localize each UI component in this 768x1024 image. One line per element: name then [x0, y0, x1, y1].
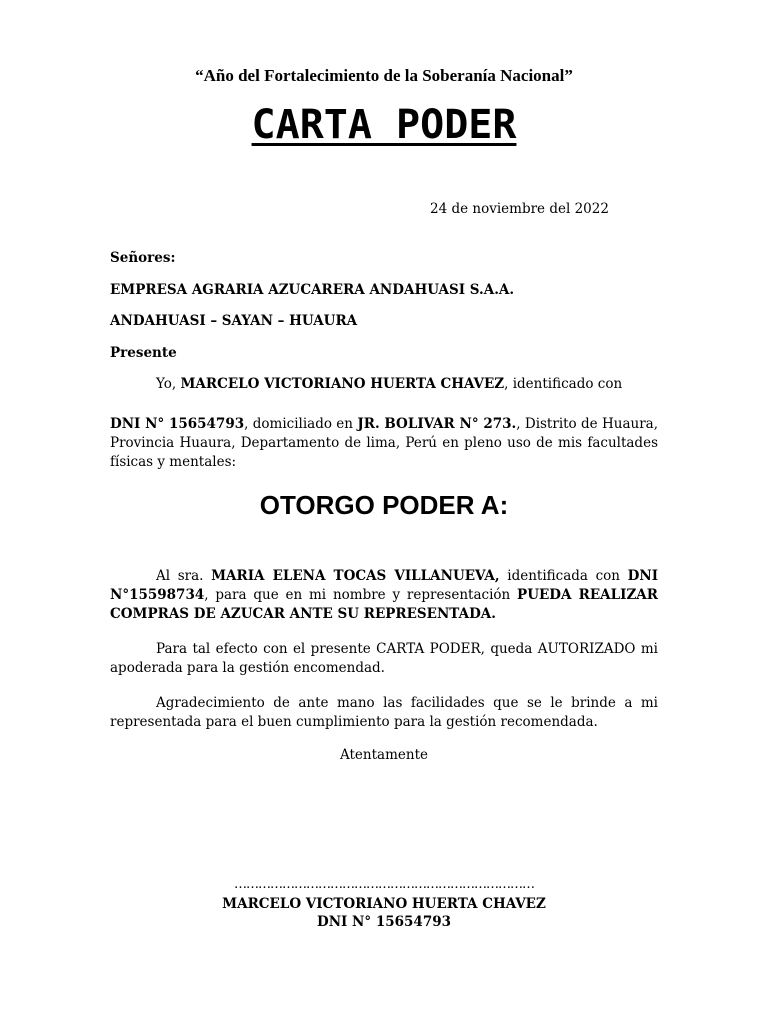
closing-line: Atentamente	[340, 747, 428, 763]
presente-label: Presente	[110, 345, 177, 361]
grantor-intro: Yo,	[156, 376, 181, 392]
signature-name: MARCELO VICTORIANO HUERTA CHAVEZ	[222, 896, 546, 912]
grantor-paragraph-first-line	[110, 375, 658, 394]
grantor-rest: , Distrito de Huaura, Provincia Huaura, Departamento de lima, Perú en pleno uso de mis facultades físicas y mentales:	[110, 416, 659, 470]
grantee-intro: Al sra.	[156, 568, 212, 584]
grantee-identified: identificada con	[499, 568, 628, 584]
grantor-name: MARCELO VICTORIANO HUERTA CHAVEZ	[180, 376, 505, 392]
grantor-address: JR. BOLIVAR N° 273.	[357, 416, 517, 432]
salutation: Señores:	[110, 250, 176, 266]
signature-line: …………………………………………………………………	[234, 877, 534, 892]
grantee-paragraph	[110, 567, 658, 624]
grantor-dni: DNI N° 15654793	[110, 416, 245, 432]
grantor-paragraph-body	[110, 415, 658, 472]
grantee-dni: DNI N°15598734	[110, 568, 659, 603]
thanks-paragraph: Agradecimiento de ante mano las facilidades que se le brinde a mi representada para el buen cumplimiento para la gestión recomendada.	[110, 695, 658, 730]
grantor-identified: , identificado con	[504, 376, 623, 392]
authorization-paragraph: Para tal efecto con el presente CARTA PODER, queda AUTORIZADO mi apoderada para la gestión encomendad.	[110, 641, 658, 676]
document-title: CARTA PODER	[251, 102, 517, 148]
grantee-name: MARIA ELENA TOCAS VILLANUEVA,	[211, 568, 500, 584]
motto-line: “Año del Fortalecimiento de la Soberanía Nacional”	[195, 66, 573, 85]
signature-dni: DNI N° 15654793	[317, 914, 451, 930]
recipient-location: ANDAHUASI – SAYAN – HUAURA	[110, 313, 358, 329]
recipient-company: EMPRESA AGRARIA AZUCARERA ANDAHUASI S.A.A.	[110, 282, 515, 298]
grantee-purpose: PUEDA REALIZAR COMPRAS DE AZUCAR ANTE SU REPRESENTADA.	[110, 587, 659, 622]
grant-heading: OTORGO PODER A:	[259, 490, 509, 520]
grantee-middle: , para que en mi nombre y representación	[204, 587, 518, 603]
document-date: 24 de noviembre del 2022	[430, 201, 609, 217]
grantor-domicile: , domiciliado en	[244, 416, 358, 432]
